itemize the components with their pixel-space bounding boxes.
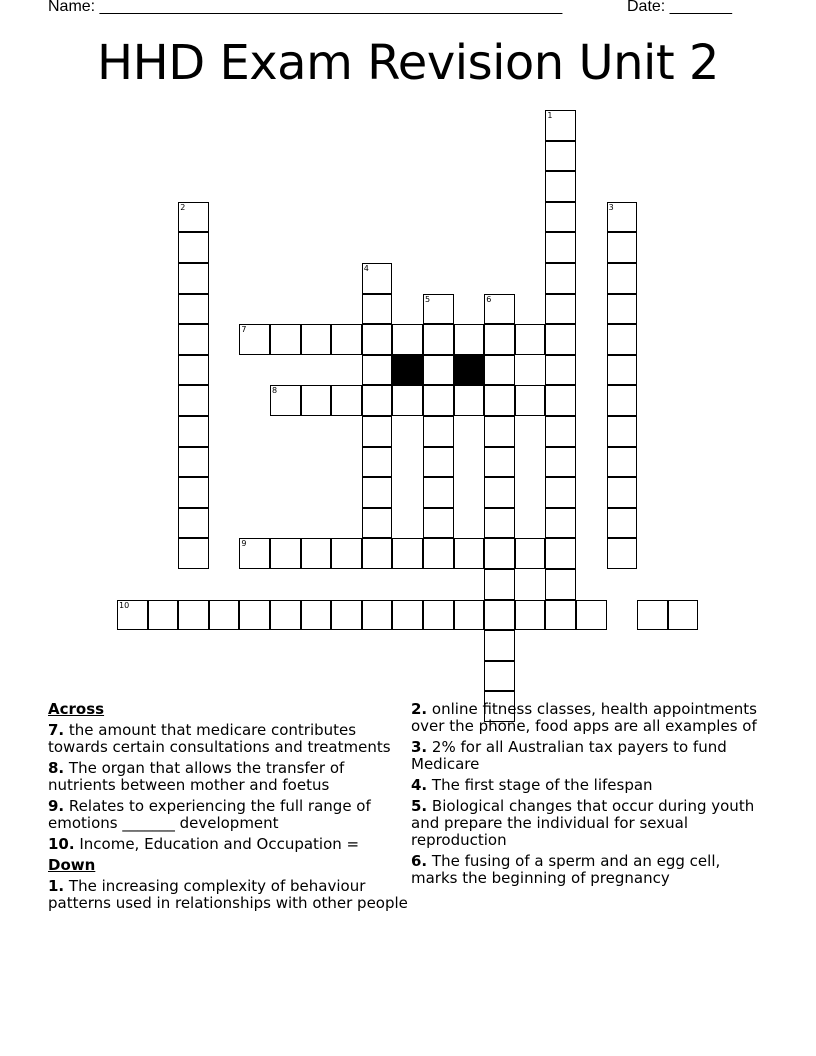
clue-number: 7. xyxy=(48,721,65,739)
answer-cell[interactable] xyxy=(484,355,515,386)
answer-cell[interactable] xyxy=(515,324,546,355)
answer-cell[interactable] xyxy=(484,385,515,416)
answer-cell[interactable] xyxy=(484,416,515,447)
answer-cell[interactable] xyxy=(454,600,485,631)
answer-cell[interactable] xyxy=(607,202,638,233)
answer-cell[interactable] xyxy=(576,600,607,631)
answer-cell[interactable] xyxy=(545,569,576,600)
answer-cell[interactable] xyxy=(545,202,576,233)
answer-cell[interactable] xyxy=(545,355,576,386)
answer-cell[interactable] xyxy=(331,538,362,569)
answer-cell[interactable] xyxy=(362,385,393,416)
answer-cell[interactable] xyxy=(454,538,485,569)
answer-cell[interactable] xyxy=(545,324,576,355)
clue-down-5 xyxy=(411,798,771,849)
answer-cell[interactable] xyxy=(423,538,454,569)
clue-down-3 xyxy=(411,739,771,773)
answer-cell[interactable] xyxy=(392,385,423,416)
clues-right-column xyxy=(411,701,771,891)
answer-cell[interactable] xyxy=(607,232,638,263)
black-square xyxy=(454,355,485,386)
clue-text: The fusing of a sperm and an egg cell, marks the beginning of pregnancy xyxy=(411,852,721,887)
answer-cell[interactable] xyxy=(607,538,638,569)
clue-text: online fitness classes, health appointments over the phone, food apps are all examples of xyxy=(411,700,757,735)
answer-cell[interactable] xyxy=(545,110,576,141)
answer-cell[interactable] xyxy=(607,447,638,478)
clue-down-1 xyxy=(48,878,410,912)
answer-cell[interactable] xyxy=(301,385,332,416)
answer-cell[interactable] xyxy=(178,385,209,416)
clue-number: 4. xyxy=(411,776,428,794)
across-heading: Across xyxy=(48,700,105,718)
answer-cell[interactable] xyxy=(362,294,393,325)
answer-cell[interactable] xyxy=(484,600,515,631)
answer-cell[interactable] xyxy=(178,508,209,539)
answer-cell[interactable] xyxy=(423,447,454,478)
clue-text: 2% for all Australian tax payers to fund Medicare xyxy=(411,738,727,773)
answer-cell[interactable] xyxy=(607,385,638,416)
answer-cell[interactable] xyxy=(362,508,393,539)
clue-number-label: 2 xyxy=(180,202,186,212)
answer-cell[interactable] xyxy=(545,385,576,416)
answer-cell[interactable] xyxy=(515,600,546,631)
answer-cell[interactable] xyxy=(484,661,515,692)
answer-cell[interactable] xyxy=(362,600,393,631)
answer-cell[interactable] xyxy=(607,508,638,539)
answer-cell[interactable] xyxy=(331,385,362,416)
answer-cell[interactable] xyxy=(362,324,393,355)
clue-number: 8. xyxy=(48,759,65,777)
answer-cell[interactable] xyxy=(239,600,270,631)
down-heading: Down xyxy=(48,856,96,874)
answer-cell[interactable] xyxy=(178,447,209,478)
clue-number-label: 7 xyxy=(241,325,247,335)
answer-cell[interactable] xyxy=(148,600,179,631)
answer-cell[interactable] xyxy=(423,385,454,416)
answer-cell[interactable] xyxy=(178,538,209,569)
answer-cell[interactable] xyxy=(239,538,270,569)
answer-cell[interactable] xyxy=(484,324,515,355)
answer-cell[interactable] xyxy=(301,538,332,569)
date-field-label: Date: _______ xyxy=(627,0,732,15)
answer-cell[interactable] xyxy=(117,600,148,631)
clue-text: The increasing complexity of behaviour patterns used in relationships with other people xyxy=(48,877,408,912)
answer-cell[interactable] xyxy=(270,324,301,355)
answer-cell[interactable] xyxy=(178,202,209,233)
clue-number-label: 3 xyxy=(608,202,614,212)
clue-number-label: 10 xyxy=(119,600,130,610)
answer-cell[interactable] xyxy=(178,294,209,325)
answer-cell[interactable] xyxy=(423,355,454,386)
answer-cell[interactable] xyxy=(423,324,454,355)
answer-cell[interactable] xyxy=(484,630,515,661)
clue-number: 2. xyxy=(411,700,428,718)
answer-cell[interactable] xyxy=(607,324,638,355)
answer-cell[interactable] xyxy=(423,477,454,508)
clue-down-6 xyxy=(411,853,771,887)
clue-down-2 xyxy=(411,701,771,735)
answer-cell[interactable] xyxy=(239,324,270,355)
name-field-label: Name: ____________________________________________________ xyxy=(48,0,563,15)
answer-cell[interactable] xyxy=(545,600,576,631)
clue-number-label: 5 xyxy=(425,294,431,304)
answer-cell[interactable] xyxy=(545,232,576,263)
answer-cell[interactable] xyxy=(545,141,576,172)
clue-across-10 xyxy=(48,836,410,853)
answer-cell[interactable] xyxy=(454,385,485,416)
answer-cell[interactable] xyxy=(209,600,240,631)
answer-cell[interactable] xyxy=(607,263,638,294)
clue-number: 10. xyxy=(48,835,75,853)
answer-cell[interactable] xyxy=(301,600,332,631)
answer-cell[interactable] xyxy=(301,324,332,355)
answer-cell[interactable] xyxy=(545,171,576,202)
answer-cell[interactable] xyxy=(423,294,454,325)
answer-cell[interactable] xyxy=(607,416,638,447)
answer-cell[interactable] xyxy=(545,263,576,294)
answer-cell[interactable] xyxy=(423,600,454,631)
answer-cell[interactable] xyxy=(423,416,454,447)
answer-cell[interactable] xyxy=(545,447,576,478)
clues-left-column xyxy=(48,701,410,916)
page-title: HHD Exam Revision Unit 2 xyxy=(97,35,719,91)
answer-cell[interactable] xyxy=(178,600,209,631)
answer-cell[interactable] xyxy=(392,600,423,631)
answer-cell[interactable] xyxy=(178,355,209,386)
clue-text: the amount that medicare contributes towards certain consultations and treatments xyxy=(48,721,391,756)
clue-text: The first stage of the lifespan xyxy=(431,776,653,794)
answer-cell[interactable] xyxy=(607,294,638,325)
answer-cell[interactable] xyxy=(484,477,515,508)
clue-across-7 xyxy=(48,722,410,756)
answer-cell[interactable] xyxy=(454,324,485,355)
clue-text: The organ that allows the transfer of nutrients between mother and foetus xyxy=(48,759,345,794)
clue-number-label: 9 xyxy=(241,539,247,549)
answer-cell[interactable] xyxy=(270,385,301,416)
answer-cell[interactable] xyxy=(423,508,454,539)
clue-across-9 xyxy=(48,798,410,832)
answer-cell[interactable] xyxy=(484,569,515,600)
answer-cell[interactable] xyxy=(545,416,576,447)
clue-number-label: 6 xyxy=(486,294,492,304)
answer-cell[interactable] xyxy=(331,600,362,631)
answer-cell[interactable] xyxy=(270,538,301,569)
answer-cell[interactable] xyxy=(331,324,362,355)
answer-cell[interactable] xyxy=(484,294,515,325)
answer-cell[interactable] xyxy=(178,416,209,447)
answer-cell[interactable] xyxy=(515,538,546,569)
answer-cell[interactable] xyxy=(484,447,515,478)
clue-number: 9. xyxy=(48,797,65,815)
answer-cell[interactable] xyxy=(178,324,209,355)
clue-number-label: 8 xyxy=(272,386,278,396)
clue-down-4 xyxy=(411,777,771,794)
answer-cell[interactable] xyxy=(545,477,576,508)
answer-cell[interactable] xyxy=(362,416,393,447)
clue-text: Biological changes that occur during youth and prepare the individual for sexual reproduction xyxy=(411,797,755,849)
clue-number-label: 4 xyxy=(363,264,369,273)
answer-cell[interactable] xyxy=(484,538,515,569)
clue-text: Income, Education and Occupation = xyxy=(79,835,360,853)
answer-cell[interactable] xyxy=(362,477,393,508)
answer-cell[interactable] xyxy=(545,508,576,539)
clue-number: 1. xyxy=(48,877,65,895)
answer-cell[interactable] xyxy=(545,294,576,325)
clue-across-8 xyxy=(48,760,410,794)
answer-cell[interactable] xyxy=(668,600,699,631)
answer-cell[interactable] xyxy=(178,232,209,263)
answer-cell[interactable] xyxy=(362,447,393,478)
clue-text: Relates to experiencing the full range of emotions _______ development xyxy=(48,797,371,832)
black-square xyxy=(392,355,423,386)
answer-cell[interactable] xyxy=(392,538,423,569)
clue-number: 3. xyxy=(411,738,428,756)
answer-cell[interactable] xyxy=(637,600,668,631)
answer-cell[interactable] xyxy=(607,355,638,386)
answer-cell[interactable] xyxy=(362,263,393,294)
answer-cell[interactable] xyxy=(362,538,393,569)
answer-cell[interactable] xyxy=(362,355,393,386)
clue-number: 5. xyxy=(411,797,428,815)
clue-number: 6. xyxy=(411,852,428,870)
answer-cell[interactable] xyxy=(270,600,301,631)
answer-cell[interactable] xyxy=(484,508,515,539)
answer-cell[interactable] xyxy=(515,385,546,416)
answer-cell[interactable] xyxy=(178,263,209,294)
answer-cell[interactable] xyxy=(392,324,423,355)
answer-cell[interactable] xyxy=(607,477,638,508)
clue-number-label: 1 xyxy=(547,111,553,120)
answer-cell[interactable] xyxy=(545,538,576,569)
answer-cell[interactable] xyxy=(178,477,209,508)
